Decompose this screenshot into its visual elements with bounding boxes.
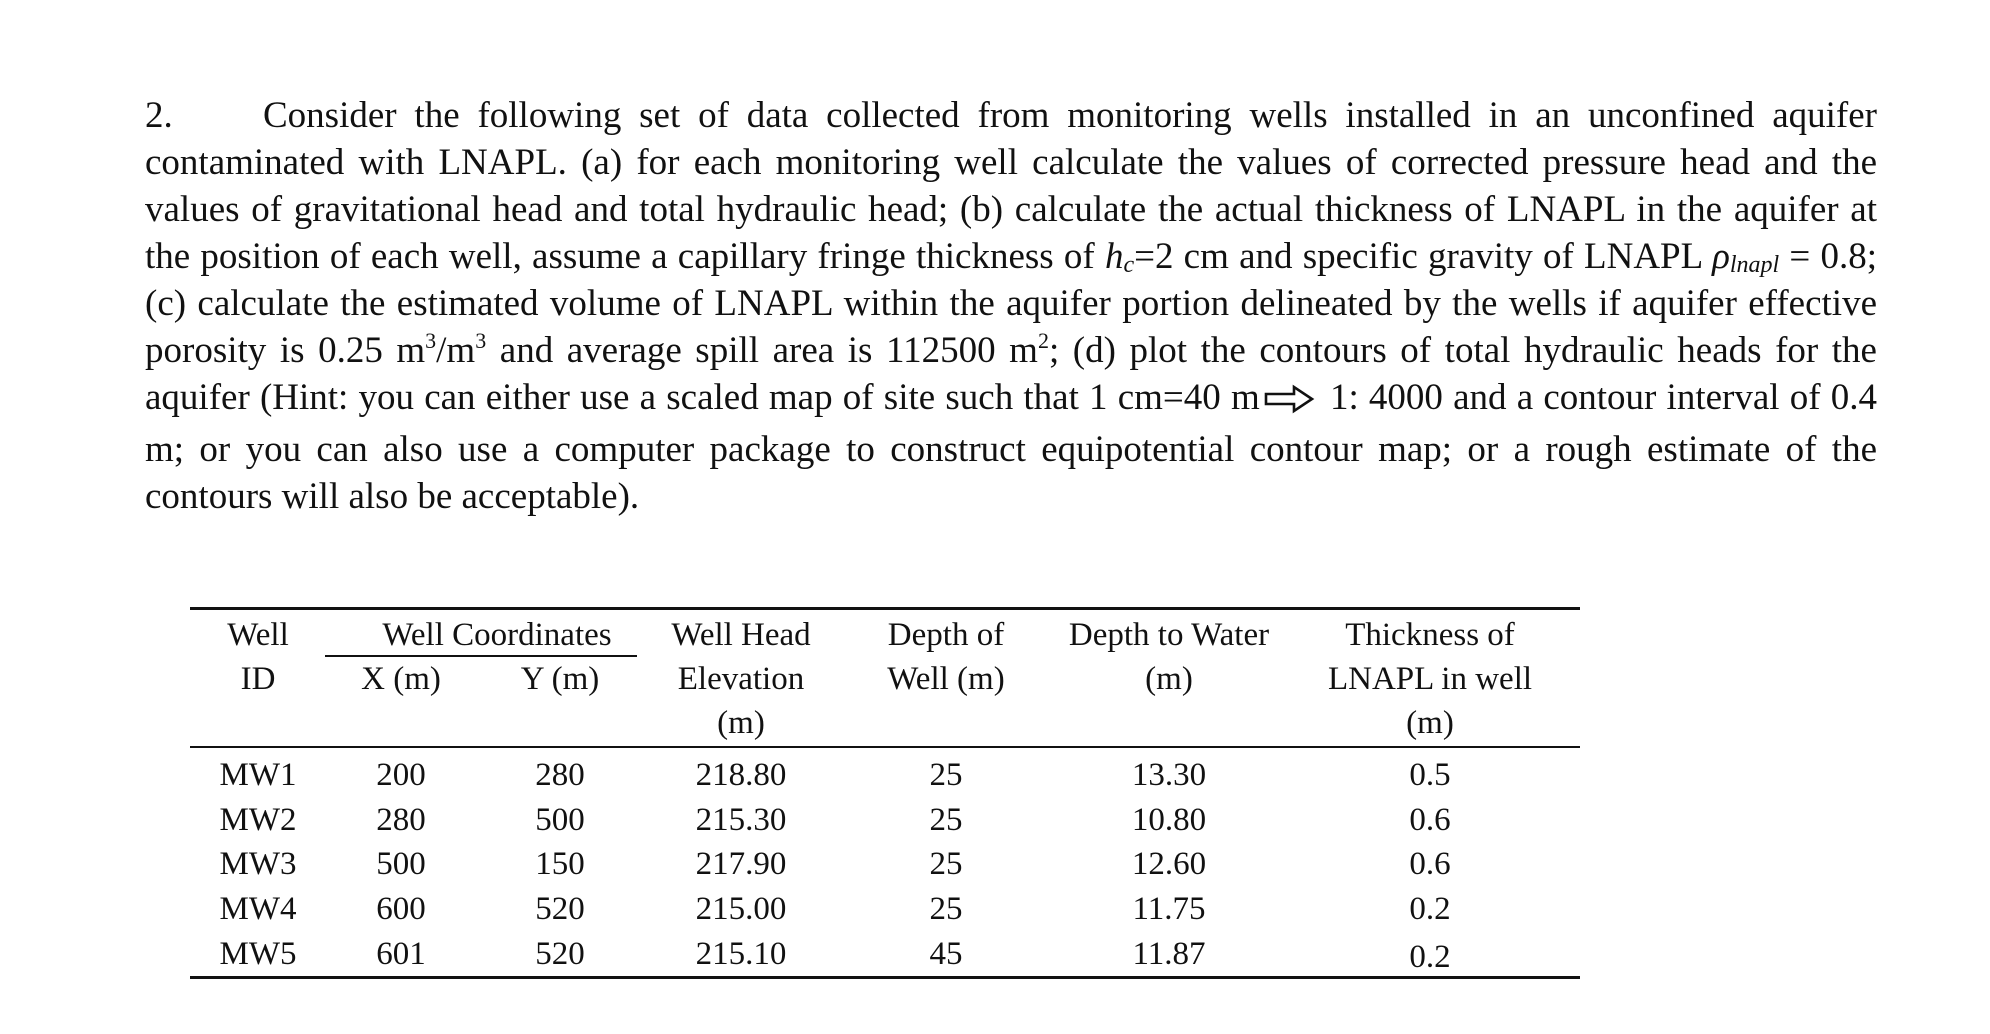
rho-subscript: lnapl (1729, 252, 1780, 278)
cell-depth-well: 25 (929, 757, 963, 793)
capillary-symbol: h (1104, 236, 1124, 277)
cell-elevation: 215.30 (695, 802, 787, 838)
table-bottom-rule (190, 976, 1580, 979)
cell-well-id: MW3 (219, 846, 297, 882)
header-depth-well-2: Well (m) (887, 661, 1005, 697)
cell-depth-water: 12.60 (1131, 846, 1207, 882)
cell-thickness: 0.6 (1409, 802, 1451, 838)
header-elevation-2: Elevation (677, 661, 805, 697)
cell-well-id: MW4 (219, 891, 297, 927)
problem-text-3: = 0.8; (c) calculate the estimated volume of LNAPL within the aquifer portion delineated by the wells if aquifer effective porosity is 0.25 m (145, 236, 1878, 371)
cell-depth-well: 25 (929, 891, 963, 927)
cell-x: 280 (376, 802, 426, 838)
cell-depth-water: 11.87 (1132, 936, 1206, 972)
problem-text-2: =2 cm and specific gravity of LNAPL (1134, 236, 1713, 277)
porosity-exponent-2: 3 (475, 328, 487, 353)
rho-symbol: ρ (1712, 236, 1730, 277)
problem-text-5: and average spill area is 112500 m (486, 330, 1038, 371)
header-y: Y (m) (520, 661, 600, 697)
cell-depth-water: 13.30 (1131, 757, 1207, 793)
header-bottom-rule (190, 746, 1580, 748)
header-well-id-2: ID (240, 661, 276, 697)
cell-well-id: MW5 (219, 936, 297, 972)
header-thickness-2: LNAPL in well (1327, 661, 1533, 697)
cell-x: 200 (376, 757, 426, 793)
problem-text-4: /m (436, 330, 476, 371)
cell-y: 520 (535, 891, 585, 927)
cell-y: 500 (535, 802, 585, 838)
cell-y: 520 (535, 936, 585, 972)
cell-x: 600 (376, 891, 426, 927)
cell-depth-well: 25 (929, 846, 963, 882)
cell-y: 150 (535, 846, 585, 882)
cell-thickness: 0.2 (1409, 891, 1451, 927)
cell-thickness: 0.6 (1409, 846, 1451, 882)
cell-depth-well: 45 (929, 936, 963, 972)
cell-y: 280 (535, 757, 585, 793)
header-elevation-3: (m) (717, 705, 765, 741)
header-thickness-1: Thickness of (1345, 617, 1515, 653)
header-depth-water-1: Depth to Water (1068, 617, 1270, 653)
cell-thickness: 0.2 (1409, 939, 1451, 975)
cell-elevation: 215.10 (695, 936, 787, 972)
header-coordinates: Well Coordinates (382, 617, 612, 653)
header-elevation-1: Well Head (671, 617, 811, 653)
cell-well-id: MW1 (219, 757, 297, 793)
table-top-rule (190, 607, 1580, 610)
cell-depth-water: 11.75 (1132, 891, 1206, 927)
cell-thickness: 0.5 (1409, 757, 1451, 793)
cell-x: 500 (376, 846, 426, 882)
well-data-table (190, 607, 1580, 979)
cell-elevation: 217.90 (695, 846, 787, 882)
porosity-exponent-1: 3 (425, 328, 437, 353)
problem-text-1: Consider the following set of data collected from monitoring wells installed in an unconfined aquifer contaminated with LNAPL. (a) for each monitoring well calculate the values of corrected pressure head and the values of gravitational head and total hydraulic head; (b) calculate the actual thickness of LNAPL in the aquifer at the position of each well, assume a capillary fringe thickness of (145, 95, 1877, 277)
cell-x: 601 (376, 936, 426, 972)
header-x: X (m) (361, 661, 441, 697)
header-depth-well-1: Depth of (887, 617, 1005, 653)
problem-statement (145, 92, 1877, 520)
capillary-subscript: c (1123, 252, 1135, 278)
header-well-id-1: Well (227, 617, 289, 653)
problem-text-6: ; (d) plot the contours of total hydraulic heads for the aquifer (Hint: you can either use a scaled map of site such that 1 cm=40 m (145, 330, 1877, 418)
cell-depth-well: 25 (929, 802, 963, 838)
cell-elevation: 218.80 (695, 757, 787, 793)
header-thickness-3: (m) (1406, 705, 1454, 741)
cell-depth-water: 10.80 (1131, 802, 1207, 838)
cell-elevation: 215.00 (695, 891, 787, 927)
header-depth-water-2: (m) (1145, 661, 1193, 697)
cell-well-id: MW2 (219, 802, 297, 838)
right-arrow-icon (1264, 379, 1316, 426)
problem-text-7: 1: 4000 and a contour interval of 0.4 m; or you can also use a computer package to construct equipotential contour map; or a rough estimate of the contours will also be acceptable). (145, 377, 1878, 517)
area-exponent: 2 (1037, 328, 1049, 353)
problem-number: 2. (145, 95, 173, 136)
